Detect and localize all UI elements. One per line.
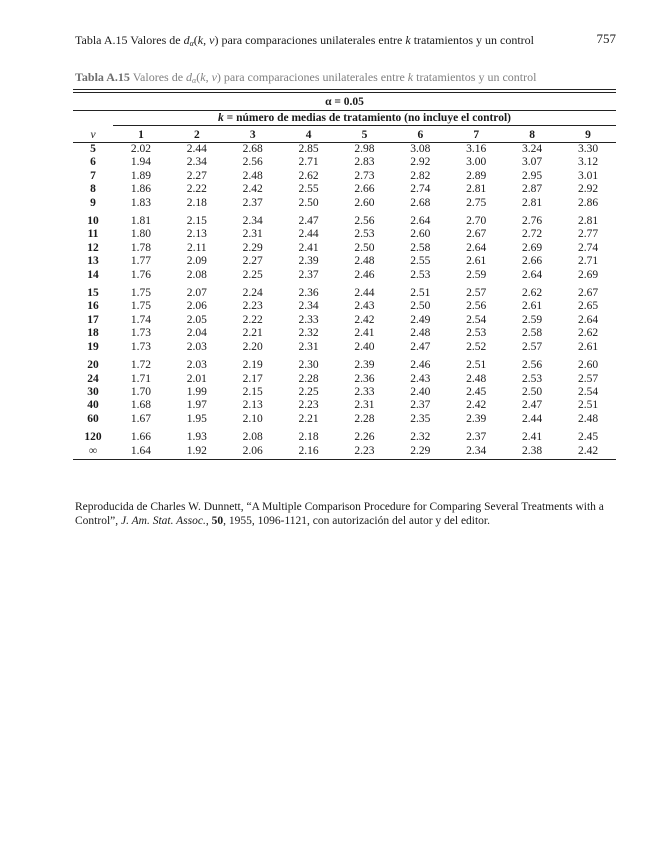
table-cell: 1.71: [130, 372, 151, 385]
nu-header: v: [73, 127, 113, 143]
table-cell: 2.67: [577, 287, 599, 300]
running-head: [75, 33, 616, 47]
table-row: [73, 156, 616, 169]
table-cell: 2.23: [242, 300, 263, 313]
table-cell: 2.53: [410, 268, 431, 281]
row-label: 12: [87, 241, 99, 254]
table-cell: 2.46: [354, 268, 375, 281]
values-table: [73, 93, 616, 460]
k-header-rest: = número de medias de tratamiento (no incluye el control): [223, 112, 511, 124]
table-cell: 2.13: [186, 228, 207, 241]
table-cell: 2.44: [354, 287, 375, 300]
table-row: [73, 143, 616, 157]
caption-prefix: Valores de: [129, 70, 187, 84]
table-cell: 2.13: [242, 399, 263, 412]
table-cell: 2.87: [522, 183, 543, 196]
running-head-k: k: [197, 33, 204, 47]
table-cell: 1.74: [130, 313, 151, 326]
table-cell: 2.17: [242, 372, 263, 385]
row-label: 7: [90, 169, 96, 182]
table-cell: 2.06: [186, 300, 207, 313]
table-cell: 2.60: [354, 196, 375, 209]
table-cell: 2.35: [410, 412, 431, 425]
table-cell: 2.64: [522, 268, 543, 281]
table-cell: 2.98: [354, 143, 375, 155]
table-cell: 2.29: [242, 241, 263, 254]
running-head-args-close: ): [214, 33, 219, 47]
table-cell: 2.59: [522, 313, 543, 326]
table-cell: 2.71: [577, 255, 599, 268]
table-row: [73, 341, 616, 354]
table-cell: 1.99: [186, 385, 207, 398]
row-label: 13: [87, 255, 99, 268]
table-cell: 2.85: [298, 143, 319, 155]
table-cell: 2.05: [186, 313, 207, 326]
table-cell: 2.60: [410, 228, 431, 241]
row-label: 24: [87, 372, 99, 385]
table-cell: 2.62: [298, 169, 319, 182]
table-cell: 2.69: [522, 241, 543, 254]
table-cell: 2.54: [466, 313, 487, 326]
table-cell: 2.77: [577, 228, 599, 241]
caption-nu: v: [211, 70, 217, 84]
table-cell: 2.71: [298, 156, 319, 169]
table-cell: 2.76: [522, 215, 543, 228]
table-cell: 2.68: [410, 196, 431, 209]
source-text-1: Reproducida de Charles W. Dunnett, “A Multiple Comparison Procedure for Comparing Several Treatments with a Control”,: [75, 501, 604, 527]
table-cell: 2.22: [186, 183, 207, 196]
table-cell: 3.24: [522, 143, 543, 155]
row-label: 20: [87, 359, 99, 372]
table-cell: 2.54: [577, 385, 599, 398]
table-cell: 2.48: [410, 327, 431, 340]
row-label: 18: [87, 327, 99, 340]
running-head-k2: k: [405, 33, 411, 47]
table-cell: 3.01: [577, 169, 599, 182]
table-cell: 2.33: [354, 385, 375, 398]
table-cell: 2.58: [410, 241, 431, 254]
table-cell: 2.81: [466, 183, 487, 196]
table-cell: 1.70: [130, 385, 151, 398]
table-cell: 2.24: [242, 287, 263, 300]
table-cell: 2.92: [577, 183, 599, 196]
table-cell: 2.55: [298, 183, 319, 196]
row-label: 60: [87, 412, 99, 425]
table-cell: 2.38: [504, 445, 560, 460]
table-cell: 2.46: [410, 359, 431, 372]
table-cell: 2.48: [242, 169, 263, 182]
table-cell: 2.51: [410, 287, 431, 300]
k-header: [113, 111, 616, 128]
table-cell: 2.42: [354, 313, 375, 326]
table-cell: 2.37: [466, 431, 487, 444]
caption-k: k: [200, 70, 206, 84]
table-cell: 2.53: [522, 372, 543, 385]
table-cell: 2.21: [242, 327, 263, 340]
table-cell: 3.07: [522, 156, 543, 169]
table-cell: 2.65: [577, 300, 599, 313]
table-cell: 2.11: [186, 241, 207, 254]
table-cell: 2.51: [577, 399, 599, 412]
table-cell: 2.28: [354, 412, 375, 425]
table-cell: 2.21: [298, 412, 319, 425]
table-row: [73, 386, 616, 399]
table-cell: 2.31: [298, 340, 319, 353]
running-head-args-open: (: [193, 33, 198, 47]
table-caption: [75, 70, 616, 84]
table-cell: 3.30: [577, 143, 599, 155]
table-cell: 2.42: [242, 183, 263, 196]
table-cell: 2.31: [242, 228, 263, 241]
table-cell: 2.47: [410, 340, 431, 353]
table-cell: 2.47: [522, 399, 543, 412]
table-cell: 3.00: [466, 156, 487, 169]
table-cell: 3.08: [410, 143, 431, 155]
table-cell: 2.32: [298, 327, 319, 340]
table-row: [73, 399, 616, 412]
row-label: 16: [87, 300, 99, 313]
running-head-d-symbol: d: [183, 33, 190, 47]
running-head-suffix: tratamientos y un control: [410, 33, 534, 47]
table-cell: 2.45: [466, 385, 487, 398]
row-label: 30: [87, 385, 99, 398]
table-cell: 2.28: [298, 372, 319, 385]
source-text-2: , 1955, 1096-1121, con autorización del autor y del editor.: [223, 515, 491, 527]
column-header: 9: [560, 127, 616, 143]
table-cell: 1.77: [130, 255, 151, 268]
caption-middle: para comparaciones unilaterales entre: [220, 70, 408, 84]
table-cell: 2.37: [242, 196, 263, 209]
table-cell: 2.39: [354, 359, 375, 372]
table-cell: 2.02: [130, 143, 151, 155]
running-head-alpha-sub: α: [189, 39, 194, 48]
table-cell: 2.62: [522, 287, 543, 300]
table-cell: 2.61: [522, 300, 543, 313]
page-number: 757: [596, 31, 616, 46]
table-cell: 2.40: [354, 340, 375, 353]
table-cell: 3.12: [577, 156, 599, 169]
table-cell: 2.75: [466, 196, 487, 209]
table-cell: 2.50: [354, 241, 375, 254]
table-cell: 2.18: [186, 196, 207, 209]
row-label: 5: [90, 143, 96, 155]
table-cell: 1.67: [130, 412, 151, 425]
table-cell: 2.53: [466, 327, 487, 340]
table-cell: 2.27: [242, 255, 263, 268]
table-cell: 1.75: [130, 287, 151, 300]
table-cell: 2.57: [522, 340, 543, 353]
table-cell: 2.50: [410, 300, 431, 313]
table-cell: 2.47: [298, 215, 319, 228]
table-cell: 1.72: [130, 359, 151, 372]
table-cell: 2.72: [522, 228, 543, 241]
table-cell: 2.08: [242, 431, 263, 444]
table-cell: 2.18: [298, 431, 319, 444]
table-cell: 2.48: [354, 255, 375, 268]
table-cell: 2.53: [354, 228, 375, 241]
table-cell: 2.29: [392, 445, 448, 460]
table-cell: 1.66: [130, 431, 151, 444]
table-cell: 1.80: [130, 228, 151, 241]
table-cell: 1.76: [130, 268, 151, 281]
table-cell: 2.23: [298, 399, 319, 412]
table-row: [73, 170, 616, 183]
running-head-nu: v: [209, 33, 215, 47]
table-cell: 2.07: [186, 287, 207, 300]
table-cell: 2.41: [298, 241, 319, 254]
source-journal: J. Am. Stat. Assoc.: [121, 515, 206, 527]
table-cell: 2.82: [410, 169, 431, 182]
table-cell: 2.27: [186, 169, 207, 182]
table-row: [73, 300, 616, 313]
column-header: 2: [169, 127, 225, 143]
table-cell: 1.89: [130, 169, 151, 182]
table-row: [73, 373, 616, 386]
table-row: [73, 327, 616, 340]
table-cell: 2.34: [186, 156, 207, 169]
table-cell: 3.16: [466, 143, 487, 155]
dunnett-table: [73, 89, 616, 460]
table-cell: 2.50: [522, 385, 543, 398]
column-header: 5: [337, 127, 393, 143]
table-cell: 2.34: [448, 445, 504, 460]
running-head-prefix: Tabla A.15 Valores de: [75, 33, 184, 47]
table-cell: 2.64: [410, 215, 431, 228]
table-row: [73, 445, 616, 460]
row-label: 120: [84, 431, 102, 444]
table-row: [73, 242, 616, 255]
table-cell: 2.03: [186, 359, 207, 372]
table-row: [73, 413, 616, 426]
column-header: 3: [225, 127, 281, 143]
table-cell: 2.39: [466, 412, 487, 425]
table-row: [73, 426, 616, 444]
table-cell: 2.44: [522, 412, 543, 425]
table-cell: 2.48: [466, 372, 487, 385]
table-cell: 2.55: [410, 255, 431, 268]
source-comma: ,: [205, 515, 212, 527]
table-cell: 2.56: [466, 300, 487, 313]
table-cell: 2.66: [522, 255, 543, 268]
table-row: [73, 354, 616, 372]
running-head-middle: para comparaciones unilaterales entre: [218, 33, 406, 47]
table-cell: 2.92: [410, 156, 431, 169]
column-header: 1: [113, 127, 169, 143]
table-cell: 2.44: [186, 143, 207, 155]
table-cell: 2.74: [577, 241, 599, 254]
table-cell: 2.95: [522, 169, 543, 182]
table-cell: 2.34: [242, 215, 263, 228]
table-cell: 2.37: [410, 399, 431, 412]
column-header: 4: [281, 127, 337, 143]
table-cell: 2.16: [281, 445, 337, 460]
table-row: [73, 197, 616, 210]
table-cell: 2.52: [466, 340, 487, 353]
table-cell: 2.23: [337, 445, 393, 460]
table-cell: 2.62: [577, 327, 599, 340]
row-label: 10: [87, 215, 99, 228]
table-cell: 2.31: [354, 399, 375, 412]
table-cell: 2.42: [466, 399, 487, 412]
table-cell: 2.61: [577, 340, 599, 353]
table-cell: 2.73: [354, 169, 375, 182]
row-label: 15: [87, 287, 99, 300]
table-cell: 2.06: [225, 445, 281, 460]
table-cell: 2.64: [577, 313, 599, 326]
row-label: 8: [90, 183, 96, 196]
row-label: ∞: [73, 445, 113, 460]
alpha-header: α = 0.05: [73, 93, 616, 111]
table-cell: 2.03: [186, 340, 207, 353]
caption-k2: k: [407, 70, 414, 84]
table-cell: 2.56: [354, 215, 375, 228]
caption-args-open: (: [196, 70, 201, 84]
row-label: 11: [87, 228, 99, 241]
table-cell: 2.15: [186, 215, 207, 228]
caption-args-close: ): [216, 70, 221, 84]
table-cell: 2.26: [354, 431, 375, 444]
table-row: [73, 255, 616, 268]
table-cell: 1.73: [130, 340, 151, 353]
row-label: 40: [87, 399, 99, 412]
table-cell: 2.58: [522, 327, 543, 340]
table-cell: 2.68: [242, 143, 263, 155]
table-cell: 2.36: [298, 287, 319, 300]
table-cell: 2.50: [298, 196, 319, 209]
table-cell: 2.25: [242, 268, 263, 281]
table-cell: 1.78: [130, 241, 151, 254]
table-cell: 1.68: [130, 399, 151, 412]
k-header-k: k: [218, 112, 224, 124]
table-cell: 2.08: [186, 268, 207, 281]
column-header: 7: [448, 127, 504, 143]
table-body: [73, 143, 616, 460]
caption-suffix: tratamientos y un control: [413, 70, 537, 84]
table-cell: 2.04: [186, 327, 207, 340]
table-cell: 2.20: [242, 340, 263, 353]
table-cell: 2.70: [466, 215, 487, 228]
table-row: [73, 228, 616, 241]
table-row: [73, 269, 616, 282]
table-cell: 2.51: [466, 359, 487, 372]
table-row: [73, 282, 616, 300]
table-cell: 2.36: [354, 372, 375, 385]
row-label: 6: [90, 156, 96, 169]
column-header: 8: [504, 127, 560, 143]
table-cell: 2.56: [522, 359, 543, 372]
table-cell: 2.57: [466, 287, 487, 300]
k-header-spacer: [73, 111, 113, 128]
table-cell: 2.40: [410, 385, 431, 398]
table-cell: 2.41: [354, 327, 375, 340]
source-note: [75, 500, 615, 528]
table-cell: 2.42: [560, 445, 616, 460]
table-row: [73, 210, 616, 228]
table-cell: 2.33: [298, 313, 319, 326]
table-cell: 2.74: [410, 183, 431, 196]
table-cell: 2.81: [577, 215, 599, 228]
table-cell: 2.01: [186, 372, 207, 385]
table-cell: 2.67: [466, 228, 487, 241]
running-head-comma: ,: [203, 33, 210, 47]
table-cell: 1.83: [130, 196, 151, 209]
caption-comma: ,: [205, 70, 212, 84]
table-cell: 2.10: [242, 412, 263, 425]
caption-d-symbol: d: [186, 70, 193, 84]
table-cell: 1.86: [130, 183, 151, 196]
table-cell: 2.89: [466, 169, 487, 182]
table-cell: 1.73: [130, 327, 151, 340]
table-cell: 2.22: [242, 313, 263, 326]
table-cell: 1.64: [113, 445, 169, 460]
table-cell: 1.95: [186, 412, 207, 425]
table-cell: 2.45: [577, 431, 599, 444]
table-cell: 2.81: [522, 196, 543, 209]
table-row: [73, 314, 616, 327]
table-cell: 1.94: [130, 156, 151, 169]
table-cell: 2.61: [466, 255, 487, 268]
table-cell: 2.44: [298, 228, 319, 241]
table-cell: 2.37: [298, 268, 319, 281]
table-cell: 2.25: [298, 385, 319, 398]
table-cell: 2.64: [466, 241, 487, 254]
table-cell: 1.81: [130, 215, 151, 228]
table-cell: 2.56: [242, 156, 263, 169]
table-cell: 2.57: [577, 372, 599, 385]
table-cell: 1.97: [186, 399, 207, 412]
source-volume: 50: [211, 515, 224, 527]
table-cell: 2.86: [577, 196, 599, 209]
table-cell: 1.93: [186, 431, 207, 444]
table-cell: 2.19: [242, 359, 263, 372]
table-cell: 2.49: [410, 313, 431, 326]
caption-alpha-sub: α: [192, 76, 197, 85]
table-cell: 2.43: [354, 300, 375, 313]
row-label: 17: [87, 313, 99, 326]
table-row: [73, 183, 616, 196]
table-cell: 2.60: [577, 359, 599, 372]
caption-label: Tabla A.15: [75, 70, 130, 84]
table-cell: 2.43: [410, 372, 431, 385]
table-cell: 2.09: [186, 255, 207, 268]
row-label: 19: [87, 340, 99, 353]
table-cell: 2.34: [298, 300, 319, 313]
table-cell: 2.66: [354, 183, 375, 196]
table-cell: 2.15: [242, 385, 263, 398]
row-label: 14: [87, 268, 99, 281]
table-cell: 2.48: [577, 412, 599, 425]
table-cell: 1.75: [130, 300, 151, 313]
table-cell: 2.69: [577, 268, 599, 281]
table-cell: 2.59: [466, 268, 487, 281]
table-cell: 2.30: [298, 359, 319, 372]
table-cell: 1.92: [169, 445, 225, 460]
table-cell: 2.41: [522, 431, 543, 444]
table-cell: 2.83: [354, 156, 375, 169]
row-label: 9: [90, 196, 96, 209]
table-cell: 2.32: [410, 431, 431, 444]
column-header: 6: [392, 127, 448, 143]
table-cell: 2.39: [298, 255, 319, 268]
